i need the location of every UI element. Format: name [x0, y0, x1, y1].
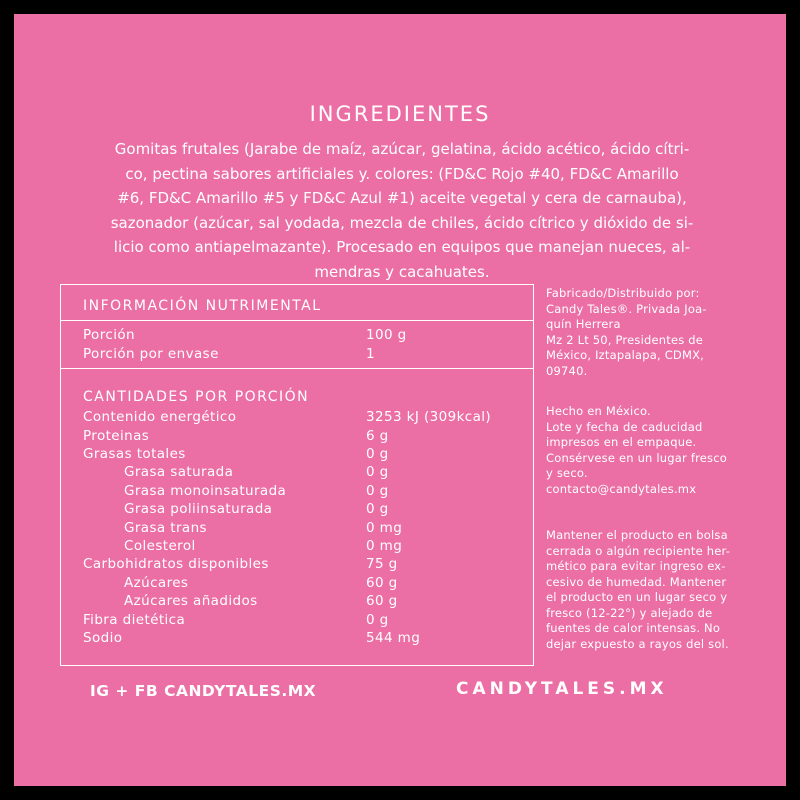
row-value: 3253 kJ (309kcal) [366, 409, 492, 425]
table-row [83, 446, 523, 464]
table-row [83, 327, 523, 345]
row-value: 0 g [366, 483, 389, 499]
row-value: 100 g [366, 327, 407, 343]
origin-line: y seco. [546, 466, 588, 480]
storage-info [546, 528, 774, 652]
table-row [83, 575, 523, 593]
table-row [83, 501, 523, 519]
row-label: Grasa saturada [124, 464, 234, 480]
row-value: 0 g [366, 501, 389, 517]
row-value: 0 mg [366, 538, 403, 554]
table-row [83, 630, 523, 648]
table-row [83, 593, 523, 611]
manufacturer-line: Mz 2 Lt 50, Presidentes de [546, 332, 704, 347]
table-row [83, 346, 523, 364]
row-label: Carbohidratos disponibles [83, 556, 269, 572]
row-label: Proteinas [83, 428, 150, 444]
storage-line: fresco (12-22°) y alejado de [546, 605, 713, 620]
row-value: 0 g [366, 464, 389, 480]
ingredients-line: Gomitas frutales (Jarabe de maíz, azúcar, gelatina, ácido acético, ácido cítri- [114, 140, 690, 158]
label-panel [14, 14, 786, 786]
row-value: 0 mg [366, 520, 403, 536]
row-label: Grasa poliinsaturada [124, 501, 273, 517]
manufacturer-line: Candy Tales®. Privada Joa- [546, 301, 707, 316]
row-label: Porción [83, 327, 135, 343]
row-value: 75 g [366, 556, 398, 572]
ingredients-line: #6, FD&C Amarillo #5 y FD&C Azul #1) aceite vegetal y cera de carnauba), [117, 189, 687, 207]
row-label: Grasa monoinsaturada [124, 483, 287, 499]
row-value: 60 g [366, 593, 398, 609]
row-label: Colesterol [124, 538, 196, 554]
manufacturer-line: quín Herrera [546, 317, 621, 331]
nutrition-table [60, 284, 534, 666]
row-value: 60 g [366, 575, 398, 591]
storage-line: dejar expuesto a rayos del sol. [546, 636, 729, 651]
row-label: Azúcares [124, 575, 189, 591]
storage-line: fuentes de calor intensas. No [546, 621, 721, 635]
manufacturer-info [546, 286, 774, 379]
table-divider [61, 320, 533, 321]
origin-line: impresos en el empaque. [546, 435, 697, 449]
table-row [83, 464, 523, 482]
storage-line: Mantener el producto en bolsa [546, 528, 728, 542]
ingredients-title: INGREDIENTES [309, 102, 491, 126]
row-value: 1 [366, 346, 375, 362]
origin-line: Lote y fecha de caducidad [546, 419, 703, 434]
ingredients-line: mendras y cacahuates. [314, 262, 490, 281]
website-url: CANDYTALES.MX [456, 679, 668, 699]
social-handle: IG + FB CANDYTALES.MX [90, 682, 317, 700]
contact-email: contacto@candytales.mx [546, 481, 697, 496]
row-value: 0 g [366, 446, 389, 462]
origin-info [546, 404, 774, 497]
table-row [83, 409, 523, 427]
row-value: 544 mg [366, 630, 421, 646]
storage-line: mético para evitar ingreso ex- [546, 559, 726, 573]
nutrition-heading: INFORMACIÓN NUTRIMENTAL [83, 298, 322, 314]
ingredients-line: licio como antiapelmazante). Procesado en equipos que manejan nueces, al- [113, 238, 691, 256]
manufacturer-line: México, Iztapalapa, CDMX, [546, 348, 705, 362]
table-row [83, 483, 523, 501]
amounts-heading: CANTIDADES POR PORCIÓN [83, 389, 310, 405]
ingredients-text [72, 137, 732, 284]
table-row [83, 428, 523, 446]
row-label: Sodio [83, 630, 123, 646]
manufacturer-line: Fabricado/Distribuido por: [546, 286, 700, 300]
storage-line: cerrada o algún recipiente her- [546, 543, 731, 558]
row-label: Fibra dietética [83, 612, 186, 628]
row-value: 0 g [366, 612, 389, 628]
row-label: Azúcares añadidos [124, 593, 258, 609]
row-value: 6 g [366, 428, 389, 444]
storage-line: el producto en un lugar seco y [546, 590, 728, 604]
row-label: Contenido energético [83, 409, 237, 425]
row-label: Grasas totales [83, 446, 186, 462]
table-divider [61, 368, 533, 369]
ingredients-line: co, pectina sabores artificiales y. colores: (FD&C Rojo #40, FD&C Amarillo [125, 164, 679, 183]
table-row [83, 556, 523, 574]
storage-line: cesivo de humedad. Mantener [546, 574, 727, 589]
table-row [83, 612, 523, 630]
ingredients-line: sazonador (azúcar, sal yodada, mezcla de chiles, ácido cítrico y dióxido de si- [110, 213, 694, 232]
table-row [83, 520, 523, 538]
manufacturer-line: 09740. [546, 363, 588, 378]
row-label: Grasa trans [124, 520, 207, 536]
row-label: Porción por envase [83, 346, 219, 362]
origin-line: Hecho en México. [546, 404, 651, 418]
origin-line: Consérvese en un lugar fresco [546, 450, 727, 465]
table-row [83, 538, 523, 556]
